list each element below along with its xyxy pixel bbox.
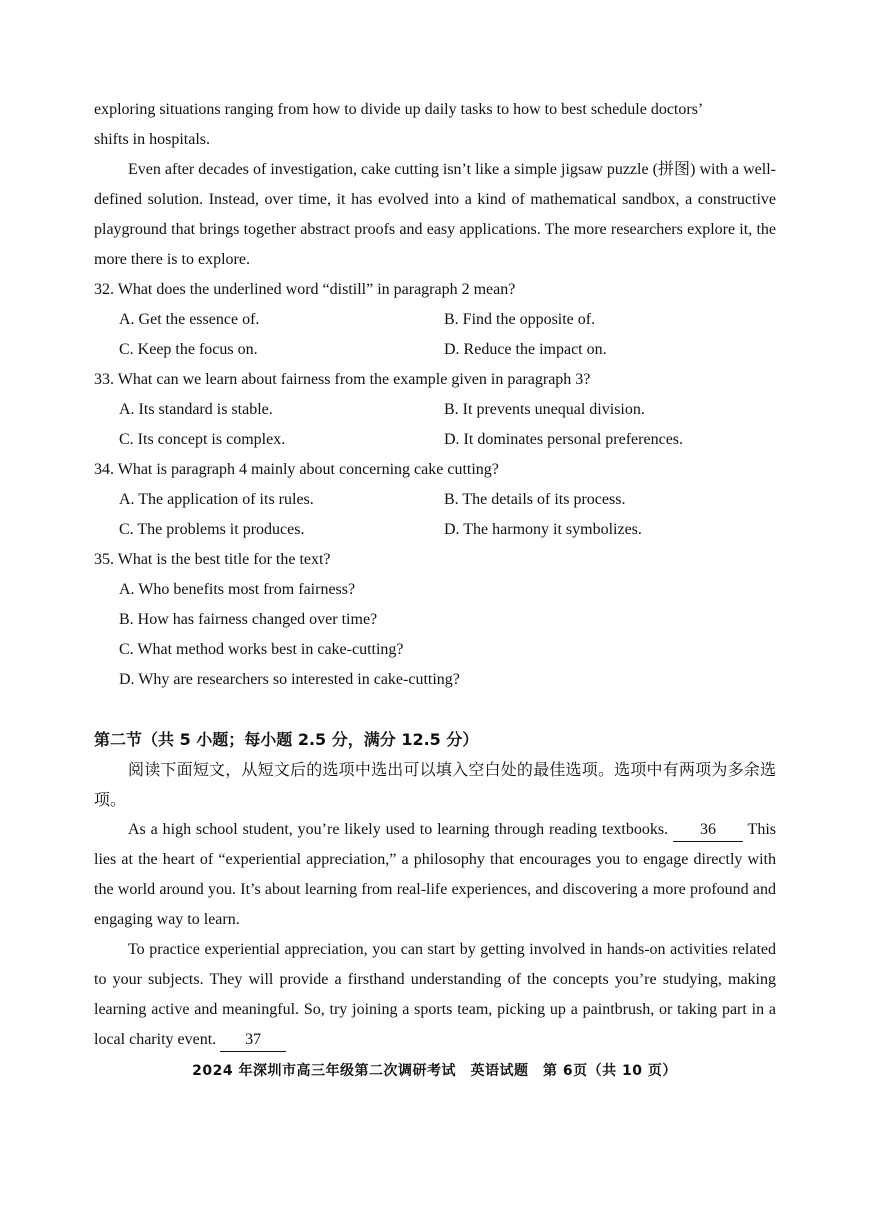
question-stem: 32. What does the underlined word “distill” in paragraph 2 mean?: [94, 281, 516, 298]
option-c: C. Keep the focus on.: [119, 341, 258, 358]
section-title: 第二节（共 5 小题；每小题 2.5 分，满分 12.5 分）: [94, 730, 479, 749]
question-32: [94, 275, 776, 365]
option-b: B. How has fairness changed over time?: [119, 611, 378, 628]
option-d: D. The harmony it symbolizes.: [444, 521, 642, 538]
option-d: D. Reduce the impact on.: [444, 341, 607, 358]
option-a: A. Get the essence of.: [119, 311, 260, 328]
option-c: C. Its concept is complex.: [119, 431, 286, 448]
paragraph-text: To practice experiential appreciation, you can start by getting involved in hands-on activities related to your subjects. They will provide a firsthand understanding of the concepts you’re studying, making learning active and meaningful. So, try joining a sports team, picking up a paintbrush, or taking part in a local charity event.: [94, 941, 776, 1048]
passage-paragraph: Even after decades of investigation, cake cutting isn’t like a simple jigsaw puzzle (拼图) with a well-defined solution. Instead, over time, it has evolved into a kind of mathematical sandbox, a constructive playground that brings together abstract proofs and easy applications. The more researchers explore it, the more there is to explore.: [94, 161, 776, 268]
question-34: [94, 455, 776, 545]
passage-paragraph: [94, 935, 776, 1055]
option-c: C. The problems it produces.: [119, 521, 305, 538]
page-footer: 2024 年深圳市高三年级第二次调研考试 英语试题 第 6页（共 10 页）: [192, 1063, 677, 1079]
section-instruction: 阅读下面短文，从短文后的选项中选出可以填入空白处的最佳选项。选项中有两项为多余选项。: [94, 760, 776, 809]
option-b: B. The details of its process.: [444, 491, 626, 508]
option-b: B. Find the opposite of.: [444, 311, 596, 328]
passage-line: exploring situations ranging from how to divide up daily tasks to how to best schedule doctors’: [94, 101, 704, 118]
question-33: [94, 365, 776, 455]
option-a: A. Its standard is stable.: [119, 401, 273, 418]
paragraph-rest: This lies at the heart of “experiential appreciation,” a philosophy that encourages you to engage directly with the world around you. It’s about learning from real-life experiences, and discovering a more profound and engaging way to learn.: [94, 821, 776, 928]
passage-paragraph: [94, 815, 776, 935]
question-stem: 35. What is the best title for the text?: [94, 551, 331, 568]
question-stem: 34. What is paragraph 4 mainly about concerning cake cutting?: [94, 461, 499, 478]
passage-line: shifts in hospitals.: [94, 131, 211, 148]
option-d: D. Why are researchers so interested in cake-cutting?: [119, 671, 460, 688]
option-a: A. The application of its rules.: [119, 491, 314, 508]
blank-36: 36: [673, 819, 743, 842]
blank-37: 37: [220, 1029, 286, 1052]
option-a: A. Who benefits most from fairness?: [119, 581, 356, 598]
option-c: C. What method works best in cake-cutting?: [119, 641, 404, 658]
question-35: [94, 545, 776, 695]
question-stem: 33. What can we learn about fairness from the example given in paragraph 3?: [94, 371, 591, 388]
exam-page: [94, 95, 776, 1055]
option-d: D. It dominates personal preferences.: [444, 431, 684, 448]
paragraph-start: As a high school student, you’re likely used to learning through reading textbooks.: [128, 821, 669, 838]
option-b: B. It prevents unequal division.: [444, 401, 645, 418]
